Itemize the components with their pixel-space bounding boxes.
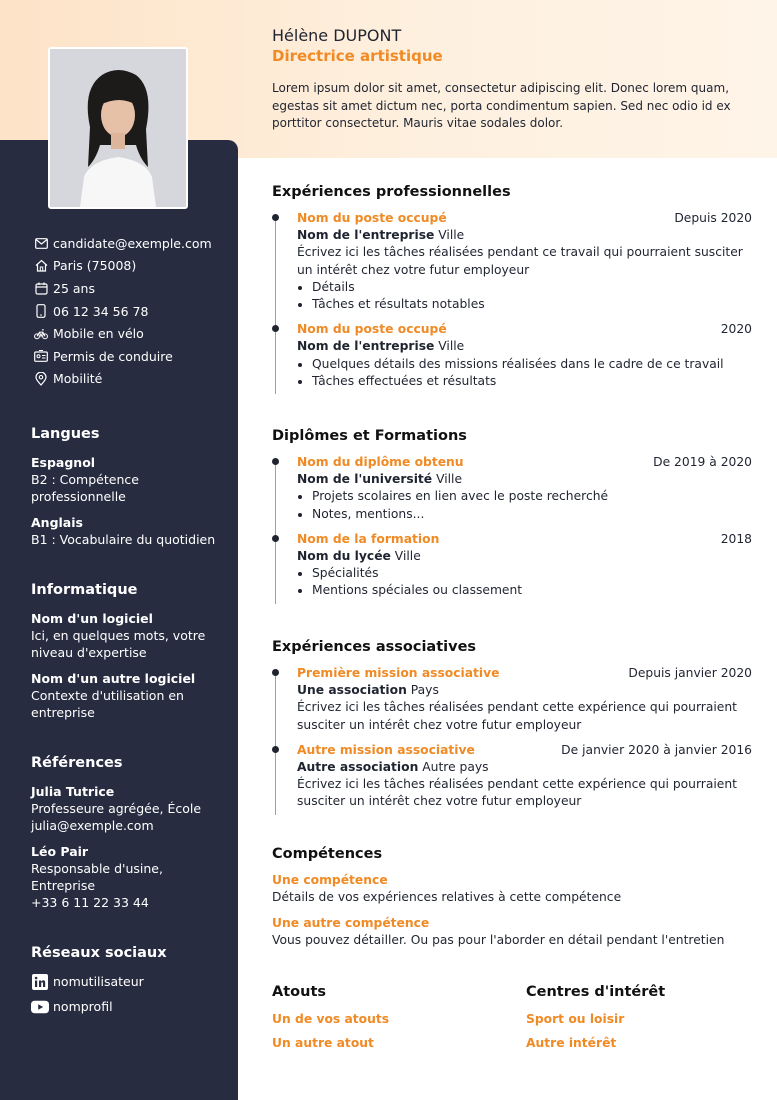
portrait-image [50, 49, 186, 207]
reference-email[interactable]: julia@exemple.com [31, 818, 154, 833]
interests-section [526, 984, 665, 1060]
software-desc: Contexte d'utilisation en entreprise [31, 688, 184, 720]
entry-date: 2018 [720, 531, 752, 546]
languages-section [31, 426, 231, 557]
entry-date: 2020 [720, 322, 752, 337]
interest-item: Autre intérêt [526, 1036, 617, 1050]
contact-mobility-bike [34, 322, 212, 345]
timeline-dot [272, 669, 279, 676]
contact-license [34, 345, 212, 368]
entry-title: Autre mission associative [297, 742, 475, 757]
interest-item: Sport ou loisir [526, 1012, 625, 1026]
strength-item: Un de vos atouts [272, 1012, 390, 1026]
skill-item [272, 915, 752, 949]
interests-title: Centres d'intérêt [526, 984, 666, 1000]
reference-name: Léo Pair [31, 844, 89, 859]
skill-item [272, 872, 752, 906]
education-section [272, 428, 752, 608]
software-item [31, 670, 231, 721]
social-title: Réseaux sociaux [31, 945, 167, 961]
skill-name: Une compétence [272, 873, 388, 887]
reference-phone[interactable]: +33 6 11 22 33 44 [31, 895, 149, 910]
software-desc: Ici, en quelques mots, votre niveau d'expertise [31, 628, 206, 660]
social-youtube[interactable] [31, 994, 231, 1019]
volunteer-timeline [272, 665, 752, 811]
languages-title: Langues [31, 426, 100, 442]
language-level: B2 : Compétence professionnelle [31, 472, 139, 504]
entry-org: Nom de l'université [297, 472, 433, 487]
skills-title: Compétences [272, 846, 383, 862]
social-linkedin[interactable] [31, 969, 231, 994]
reference-line: Professeure agrégée, École [31, 801, 202, 816]
references-title: Références [31, 755, 123, 771]
entry-bullet: • Tâches et résultats notables [312, 296, 752, 313]
timeline-dot [272, 325, 279, 332]
entry-org: Autre association [297, 760, 419, 775]
software-title: Informatique [31, 582, 138, 598]
experience-title: Expériences professionnelles [272, 184, 511, 200]
entry-date: Depuis 2020 [674, 211, 752, 225]
id-card-icon [34, 349, 48, 363]
reference-line: Responsable d'usine, [31, 861, 163, 876]
entry-bullet: • Quelques détails des missions réalisées dans le cadre de ce travail [312, 356, 752, 373]
contact-address [34, 255, 212, 278]
youtube-icon [31, 999, 49, 1015]
contact-phone-text: 06 12 34 56 78 [53, 303, 149, 319]
experience-entry [272, 210, 752, 313]
education-entry [272, 454, 752, 523]
timeline-dot [272, 746, 279, 753]
entry-bullet: • Mentions spéciales ou classement [312, 582, 752, 599]
entry-bullet: • Spécialités [312, 565, 752, 582]
volunteer-section [272, 639, 752, 819]
contact-list [34, 232, 212, 390]
experience-section [272, 184, 752, 398]
contact-mobility-text: Mobilité [53, 371, 103, 387]
entry-bullet: • Tâches effectuées et résultats [312, 373, 752, 390]
language-item [31, 514, 231, 548]
software-section [31, 582, 231, 730]
entry-org: Nom de l'entreprise [297, 339, 435, 354]
entry-place: Ville [394, 549, 421, 564]
reference-line: Entreprise [31, 878, 96, 893]
entry-date: De janvier 2020 à janvier 2016 [561, 742, 752, 757]
linkedin-username: nomutilisateur [53, 974, 144, 989]
education-entry [272, 531, 752, 600]
entry-title: Nom de la formation [297, 531, 440, 546]
entry-bullet: • Détails [312, 279, 752, 296]
skill-desc: Vous pouvez détailler. Ou pas pour l'aborder en détail pendant l'entretien [272, 933, 725, 947]
skills-section [272, 846, 752, 958]
entry-place: Pays [410, 683, 439, 698]
linkedin-icon [31, 974, 49, 990]
language-name: Anglais [31, 515, 83, 530]
contact-bike-text: Mobile en vélo [53, 326, 144, 342]
education-title: Diplômes et Formations [272, 428, 467, 444]
entry-place: Ville [438, 339, 465, 354]
entry-org: Une association [297, 683, 407, 698]
timeline-dot [272, 214, 279, 221]
strengths-title: Atouts [272, 984, 326, 1000]
software-name: Nom d'un autre logiciel [31, 671, 196, 686]
phone-icon [34, 304, 48, 318]
job-title: Directrice artistique [272, 47, 443, 65]
entry-desc: Écrivez ici les tâches réalisées pendant ce travail qui pourraient susciter un intérêt chez votre futur employeur [297, 245, 743, 277]
reference-name: Julia Tutrice [31, 784, 115, 799]
mail-icon [34, 236, 48, 250]
entry-bullet: • Projets scolaires en lien avec le poste recherché [312, 488, 752, 505]
contact-license-text: Permis de conduire [53, 348, 173, 364]
entry-desc: Écrivez ici les tâches réalisées pendant cette expérience qui pourraient susciter un intérêt chez votre futur employeur [297, 777, 737, 809]
entry-date: De 2019 à 2020 [653, 455, 752, 469]
volunteer-entry [272, 665, 752, 734]
strength-item: Un autre atout [272, 1036, 374, 1050]
volunteer-title: Expériences associatives [272, 639, 477, 655]
references-section [31, 755, 231, 920]
software-item [31, 610, 231, 661]
education-timeline [272, 454, 752, 600]
contact-email[interactable] [34, 232, 212, 255]
reference-item [31, 783, 231, 834]
language-name: Espagnol [31, 455, 96, 470]
reference-item [31, 843, 231, 911]
experience-entry [272, 321, 752, 390]
timeline-dot [272, 458, 279, 465]
home-icon [34, 259, 48, 273]
experience-timeline [272, 210, 752, 390]
profile-summary: Lorem ipsum dolor sit amet, consectetur adipiscing elit. Donec lorem quam, egestas sit amet dictum nec, porta condimentum sapien. Sed nec odio id ex porttitor consectetur. Mauris vitae sodales dolor. [272, 81, 731, 130]
contact-age [34, 277, 212, 300]
contact-mobility [34, 368, 212, 391]
entry-place: Ville [438, 228, 465, 243]
entry-place: Ville [436, 472, 463, 487]
volunteer-entry [272, 742, 752, 811]
contact-address-text: Paris (75008) [53, 258, 137, 274]
strengths-section [272, 984, 389, 1060]
entry-org: Nom du lycée [297, 549, 391, 564]
contact-age-text: 25 ans [53, 280, 95, 296]
bike-icon [34, 327, 48, 341]
entry-date: Depuis janvier 2020 [628, 666, 752, 680]
skill-name: Une autre compétence [272, 916, 430, 930]
skill-desc: Détails de vos expériences relatives à cette compétence [272, 890, 622, 904]
candidate-name: Hélène DUPONT [272, 26, 402, 45]
entry-desc: Écrivez ici les tâches réalisées pendant cette expérience qui pourraient susciter un intérêt chez votre futur employeur [297, 700, 737, 732]
timeline-dot [272, 535, 279, 542]
entry-org: Nom de l'entreprise [297, 228, 435, 243]
language-item [31, 454, 231, 505]
location-pin-icon [34, 372, 48, 386]
entry-bullet: • Notes, mentions... [312, 506, 752, 523]
entry-title: Nom du diplôme obtenu [297, 455, 464, 469]
youtube-profile: nomprofil [53, 999, 113, 1014]
entry-title: Nom du poste occupé [297, 322, 447, 337]
contact-phone[interactable] [34, 300, 212, 323]
entry-title: Nom du poste occupé [297, 211, 447, 225]
software-name: Nom d'un logiciel [31, 611, 153, 626]
social-section [31, 945, 231, 1019]
contact-email-text: candidate@exemple.com [53, 235, 212, 251]
entry-title: Première mission associative [297, 666, 500, 680]
calendar-icon [34, 281, 48, 295]
profile-photo [48, 47, 188, 209]
entry-place: Autre pays [422, 760, 489, 775]
language-level: B1 : Vocabulaire du quotidien [31, 532, 216, 547]
